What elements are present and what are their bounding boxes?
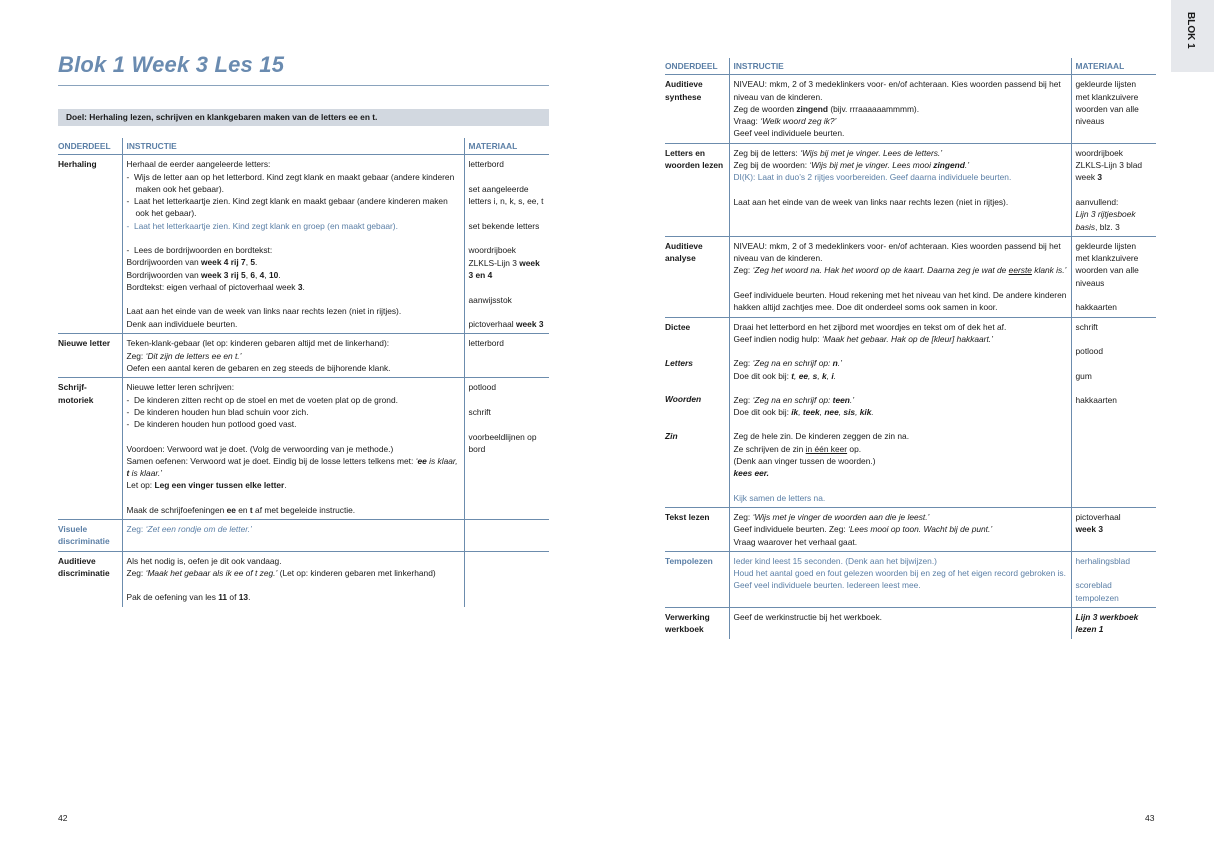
table-header-row — [665, 58, 1156, 75]
row-instruction: Draai het letterbord en het zijbord met woordjes en tekst om of dek het af. Geef indien nodig hulp: ‘Maak het gebaar. Hak op de [kleur] hakkaart.’ Zeg: ‘Zeg na en schrijf op: n.’ Doe dit ook bij: t, ee, s, k, i. Zeg: ‘Zeg na en schrijf op: teen.’ Doe dit ook bij: ik, teek, nee, sis, kik. Zeg de hele zin. De kinderen zeggen de zin na. Ze schrijven de zin in één keer op. (Denk aan vinger tussen de woorden.) kees eer. Kijk samen de letters na. — [729, 317, 1071, 507]
table-row — [665, 236, 1156, 317]
row-label: Dictee Letters Woorden Zin — [665, 317, 729, 507]
row-instruction: Teken-klank-gebaar (let op: kinderen gebaren altijd met de linkerhand): Zeg: ‘Dit zijn de letters ee en t.’ Oefen een aantal keren de gebaren en zeg steeds de bijhorende klank. — [122, 334, 464, 378]
row-material — [464, 551, 549, 606]
row-instruction: Als het nodig is, oefen je dit ook vandaag. Zeg: ‘Maak het gebaar als ik ee of t zeg.’ (Let op: kinderen gebaren met linkerhand) Pak de oefening van les 11 of 13. — [122, 551, 464, 606]
col-header-onderdeel: ONDERDEEL — [58, 138, 122, 155]
page-number-right: 43 — [1145, 813, 1155, 823]
page-title: Blok 1 Week 3 Les 15 — [58, 52, 285, 77]
table-row — [665, 507, 1156, 551]
table-row — [58, 334, 549, 378]
row-label: Schrijf- motoriek — [58, 378, 122, 520]
title-rule — [58, 85, 549, 86]
lesson-table-right — [665, 58, 1156, 639]
table-row — [58, 551, 549, 606]
row-instruction: Nieuwe letter leren schrijven: - De kinderen zitten recht op de stoel en met de voeten plat op de grond. - De kinderen houden hun blad schuin voor zich. - De kinderen houden hun potlood goed vast. Voordoen: Verwoord wat je doet. (Volg de verwoording van je methode.) Samen oefenen: Verwoord wat je doet. Eindig bij de losse letters telkens met: ‘ee is klaar, t is klaar.’ Let op: Leg een vinger tussen elke letter. Maak de schrijfoefeningen ee en t af met begeleide instructie. — [122, 378, 464, 520]
table-row — [665, 75, 1156, 143]
row-material: Lijn 3 werkboek lezen 1 — [1075, 611, 1139, 635]
page-number-left: 42 — [58, 813, 68, 823]
table-row — [665, 317, 1156, 507]
col-header-instructie: INSTRUCTIE — [122, 138, 464, 155]
row-material: potlood schrift voorbeeldlijnen op bord — [464, 378, 549, 520]
row-instruction: Zeg: ‘Wijs met je vinger de woorden aan die je leest.’ Geef individuele beurten. Zeg: ‘Lees mooi op toon. Wacht bij de punt.’ Vraag waarover het verhaal gaat. — [729, 507, 1071, 551]
goal-banner: Doel: Herhaling lezen, schrijven en klankgebaren maken van de letters ee en t. — [58, 109, 549, 126]
table-row — [665, 143, 1156, 236]
row-material: letterbord — [464, 334, 549, 378]
row-instruction: Herhaal de eerder aangeleerde letters: - Wijs de letter aan op het letterbord. Kind zegt klank en maakt gebaar (andere kinderen maken ook het gebaar). - Laat het letterkaartje zien. Kind zegt klank en maakt gebaar (andere kinderen maken ook het gebaar). - Laat het letterkaartje zien. Kind zegt klank en groep (en maakt gebaar). - Lees de bordrijwoorden en bordtekst: Bordrijwoorden van week 4 rij 7, 5. Bordrijwoorden van week 3 rij 5, 6, 4, 10. Bordtekst: eigen verhaal of pictoverhaal week 3. Laat aan het einde van de week van links naar rechts lezen (niet in rijtjes). Denk aan individuele beurten. — [122, 155, 464, 334]
col-header-onderdeel: ONDERDEEL — [665, 58, 729, 75]
table-row — [665, 607, 1156, 638]
row-label: Letters en woorden lezen — [665, 143, 729, 236]
row-label: Visuele discriminatie — [58, 520, 122, 552]
row-label: Auditieve analyse — [665, 236, 729, 317]
col-header-materiaal: MATERIAAL — [464, 138, 549, 155]
table-row — [58, 378, 549, 520]
row-material: schrift potlood gum hakkaarten — [1071, 317, 1156, 507]
row-material: letterbord set aangeleerde letters i, n, k, s, ee, t set bekende letters woordrijboek ZLKLS-Lijn 3 week 3 en 4 aanwijsstok pictoverhaal week 3 — [464, 155, 549, 334]
row-label: Tempolezen — [665, 551, 729, 607]
row-instruction: NIVEAU: mkm, 2 of 3 medeklinkers voor- en/of achteraan. Kies woorden passend bij het niveau van de kinderen. Zeg: ‘Zeg het woord na. Hak het woord op de kaart. Daarna zeg je wat de eerste klank is.’ Geef individuele beurten. Houd rekening met het niveau van het kind. De andere kinderen hakken altijd zachtjes mee. Doe dit onderdeel soms ook samen in koor. — [729, 236, 1071, 317]
row-material: woordrijboek ZLKLS-Lijn 3 blad week 3 aanvullend: Lijn 3 rijtjesboek basis, blz. 3 — [1071, 143, 1156, 236]
table-row — [58, 520, 549, 552]
col-header-instructie: INSTRUCTIE — [729, 58, 1071, 75]
row-material: pictoverhaal week 3 — [1071, 507, 1156, 551]
row-label: Verwerking werkboek — [665, 607, 729, 638]
row-material: gekleurde lijsten met klankzuivere woorden van alle niveaus hakkaarten — [1071, 236, 1156, 317]
row-label: Nieuwe letter — [58, 334, 122, 378]
row-instruction: Zeg: ‘Zet een rondje om de letter.’ — [122, 520, 464, 552]
row-instruction: Ieder kind leest 15 seconden. (Denk aan het bijwijzen.) Houd het aantal goed en fout gelezen woorden bij en zeg of het eigen record gebroken is. Geef veel individuele beurten. Iedereen leest mee. — [729, 551, 1071, 607]
lesson-table-left — [58, 138, 549, 607]
row-material: gekleurde lijsten met klankzuivere woorden van alle niveaus — [1071, 75, 1156, 143]
row-label: Tekst lezen — [665, 507, 729, 551]
col-header-materiaal: MATERIAAL — [1071, 58, 1156, 75]
chapter-tab-label: BLOK 1 — [1185, 12, 1196, 49]
table-row — [58, 155, 549, 334]
row-material — [464, 520, 549, 552]
row-material: herhalingsblad scoreblad tempolezen — [1071, 551, 1156, 607]
table-row — [665, 551, 1156, 607]
row-label: Auditieve discriminatie — [58, 551, 122, 606]
row-instruction: NIVEAU: mkm, 2 of 3 medeklinkers voor- en/of achteraan. Kies woorden passend bij het niveau van de kinderen. Zeg de woorden zingend (bijv. rrraaaaaammmm). Vraag: ‘Welk woord zeg ik?’ Geef veel individuele beurten. — [729, 75, 1071, 143]
row-instruction: Zeg bij de letters: ‘Wijs bij met je vinger. Lees de letters.’ Zeg bij de woorden: ‘Wijs bij met je vinger. Lees mooi zingend.’ DI(K): Laat in duo’s 2 rijtjes voorbereiden. Geef daarna individuele beurten. Laat aan het einde van de week van links naar rechts lezen (niet in rijtjes). — [729, 143, 1071, 236]
row-label: Auditieve synthese — [665, 75, 729, 143]
row-instruction: Geef de werkinstructie bij het werkboek. — [729, 607, 1071, 638]
row-label: Herhaling — [58, 155, 122, 334]
table-header-row — [58, 138, 549, 155]
